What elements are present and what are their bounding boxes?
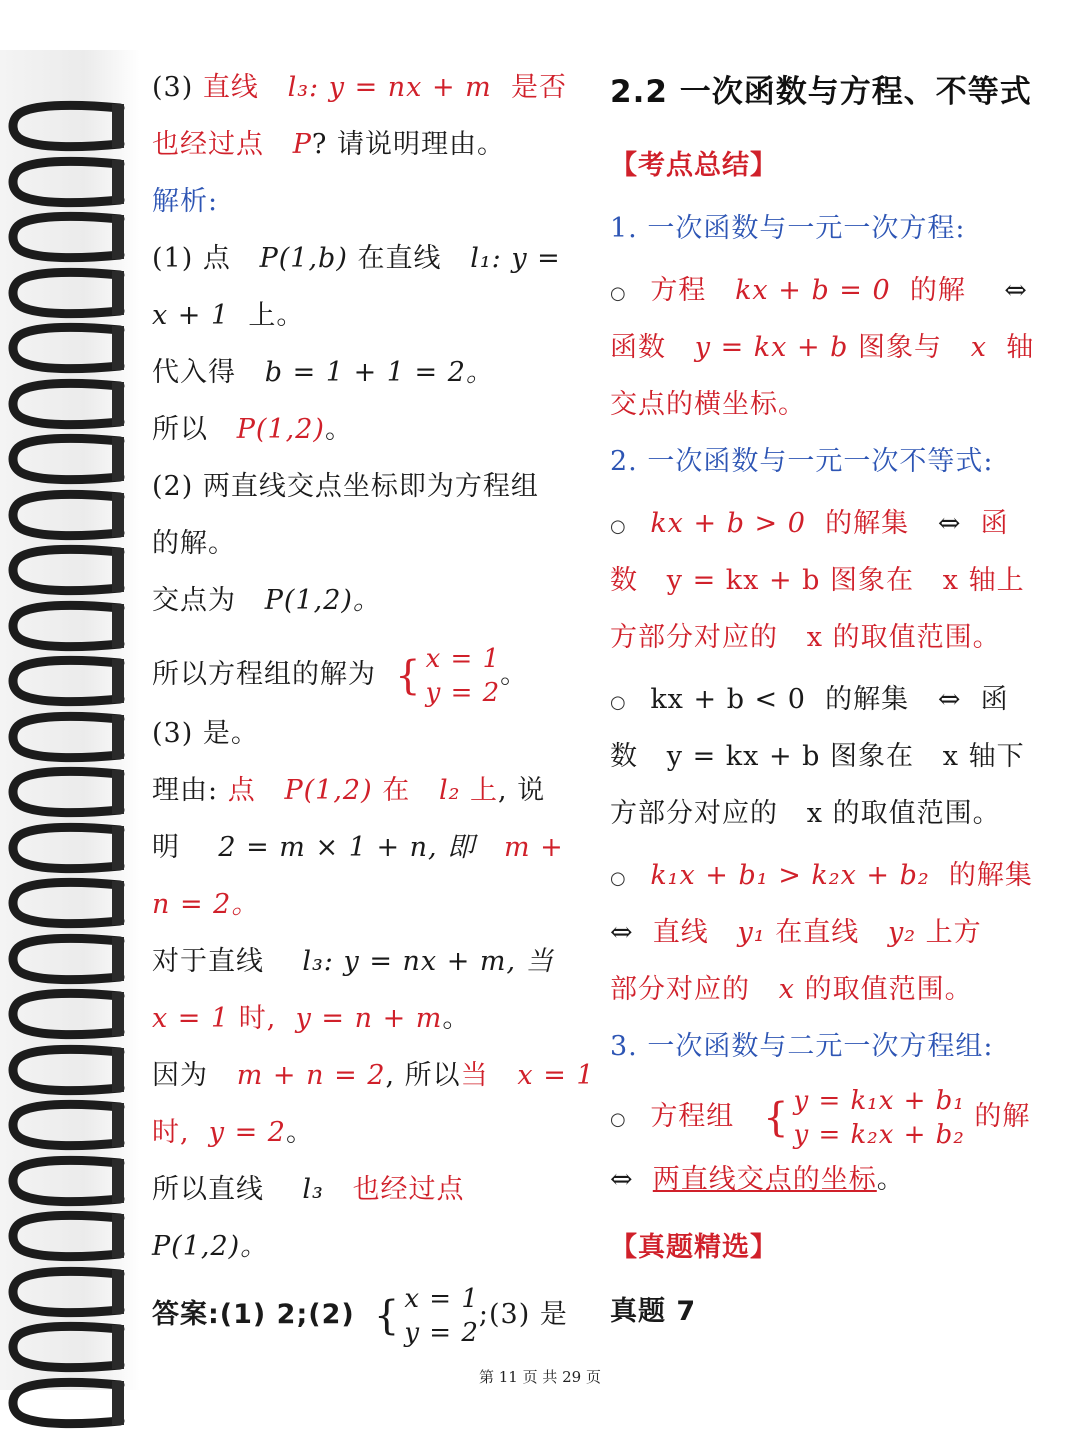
exam-heading: 【真题精选】 bbox=[610, 1232, 778, 1263]
binding-ring bbox=[8, 877, 126, 929]
text-line: (3) 是。 bbox=[152, 718, 259, 749]
bullet-icon: ○ bbox=[610, 868, 627, 889]
bullet-icon: ○ bbox=[610, 692, 627, 713]
text-line: x + 1 上。 bbox=[152, 300, 305, 331]
equation-system: x = 1 y = 2 bbox=[404, 1283, 479, 1348]
text-line: 代入得 b = 1 + 1 = 2。 bbox=[152, 357, 494, 388]
point-heading-3: 3. 一次函数与二元一次方程组: bbox=[610, 1031, 994, 1062]
binding-ring bbox=[8, 322, 126, 374]
text-line: 理由: 点 P(1,2) 在 l₂ 上, 说 bbox=[152, 775, 546, 806]
text-line: 方部分对应的 x 的取值范围。 bbox=[610, 622, 1001, 653]
text-line: ⇔ 两直线交点的坐标。 bbox=[610, 1164, 905, 1195]
summary-heading: 【考点总结】 bbox=[610, 150, 778, 181]
text-line: 所以方程组的解为 { x = 1 y = 2 。 bbox=[152, 643, 529, 708]
brace-symbol: { bbox=[763, 1094, 790, 1141]
page-footer: 第 11 页 共 29 页 bbox=[478, 1368, 601, 1386]
answer-line: 答案:(1) 2;(2) { x = 1 y = 2 ;(3) 是 bbox=[152, 1283, 568, 1348]
analysis-heading: 解析: bbox=[152, 186, 219, 217]
binding-ring bbox=[8, 822, 126, 874]
binding-ring bbox=[8, 433, 126, 485]
text-line: (3) 直线 l₃: y = nx + m 是否 bbox=[152, 72, 567, 103]
binding-ring bbox=[8, 600, 126, 652]
binding-ring bbox=[8, 267, 126, 319]
binding-ring bbox=[8, 211, 126, 263]
text-line: 因为 m + n = 2, 所以当 x = 1 bbox=[152, 1060, 595, 1091]
binding-ring bbox=[8, 156, 126, 208]
text-line: ○ 方程 kx + b = 0 的解 ⇔ bbox=[610, 275, 1028, 306]
text-line: ○ k₁x + b₁ > k₂x + b₂ 的解集 bbox=[610, 860, 1033, 891]
binding-ring bbox=[8, 711, 126, 763]
brace-symbol: { bbox=[395, 652, 422, 699]
text-line: (1) 点 P(1,b) 在直线 l₁: y = bbox=[152, 243, 561, 274]
binding-ring bbox=[8, 100, 126, 152]
text-line: x = 1 时, y = n + m。 bbox=[152, 1003, 471, 1034]
text-line: 方部分对应的 x 的取值范围。 bbox=[610, 798, 1001, 829]
binding-ring bbox=[8, 1155, 126, 1207]
bullet-icon: ○ bbox=[610, 1109, 627, 1130]
text-line: 所以 P(1,2)。 bbox=[152, 414, 353, 445]
binding-ring bbox=[8, 766, 126, 818]
text-line: 数 y = kx + b 图象在 x 轴上 bbox=[610, 565, 1025, 596]
text-line: 所以直线 l₃ 也经过点 bbox=[152, 1174, 465, 1205]
text-line: 时, y = 2。 bbox=[152, 1117, 314, 1148]
text-line: ○ kx + b > 0 的解集 ⇔ 函 bbox=[610, 508, 1009, 539]
binding-ring bbox=[8, 378, 126, 430]
text-line: 部分对应的 x 的取值范围。 bbox=[610, 974, 973, 1005]
text-line: (2) 两直线交点坐标即为方程组 bbox=[152, 471, 539, 502]
text-line: 数 y = kx + b 图象在 x 轴下 bbox=[610, 741, 1025, 772]
text-line: 的解。 bbox=[152, 528, 236, 559]
text-line: ○ kx + b < 0 的解集 ⇔ 函 bbox=[610, 684, 1009, 715]
binding-ring bbox=[8, 1210, 126, 1262]
binding-ring bbox=[8, 1044, 126, 1096]
bullet-icon: ○ bbox=[610, 283, 627, 304]
question-label: 真题 7 bbox=[610, 1296, 697, 1327]
equation-system: y = k₁x + b₁ y = k₂x + b₂ bbox=[793, 1085, 965, 1150]
text-line: 函数 y = kx + b 图象与 x 轴 bbox=[610, 332, 1035, 363]
binding-ring bbox=[8, 988, 126, 1040]
equation-system: x = 1 y = 2 bbox=[425, 643, 501, 708]
text-line: P(1,2)。 bbox=[152, 1231, 269, 1262]
brace-symbol: { bbox=[373, 1292, 401, 1339]
section-title: 2.2 一次函数与方程、不等式 bbox=[610, 74, 1032, 110]
text-line: 对于直线 l₃: y = nx + m, 当 bbox=[152, 946, 554, 977]
spiral-binding bbox=[0, 50, 140, 1390]
binding-ring bbox=[8, 933, 126, 985]
bullet-icon: ○ bbox=[610, 516, 627, 537]
binding-ring bbox=[8, 544, 126, 596]
binding-ring bbox=[8, 1099, 126, 1151]
point-heading-2: 2. 一次函数与一元一次不等式: bbox=[610, 446, 994, 477]
text-line: 明 2 = m × 1 + n, 即 m + bbox=[152, 832, 564, 863]
point-heading-1: 1. 一次函数与一元一次方程: bbox=[610, 213, 966, 244]
text-line: n = 2。 bbox=[152, 889, 260, 920]
binding-ring bbox=[8, 489, 126, 541]
text-line: 交点的横坐标。 bbox=[610, 389, 806, 420]
text-line: 交点为 P(1,2)。 bbox=[152, 585, 381, 616]
text-line: 也经过点 P? 请说明理由。 bbox=[152, 129, 505, 160]
binding-ring bbox=[8, 1266, 126, 1318]
binding-ring bbox=[8, 655, 126, 707]
text-line: ⇔ 直线 y₁ 在直线 y₂ 上方 bbox=[610, 917, 982, 948]
text-line: ○ 方程组 { y = k₁x + b₁ y = k₂x + b₂ 的解 bbox=[610, 1085, 1031, 1150]
